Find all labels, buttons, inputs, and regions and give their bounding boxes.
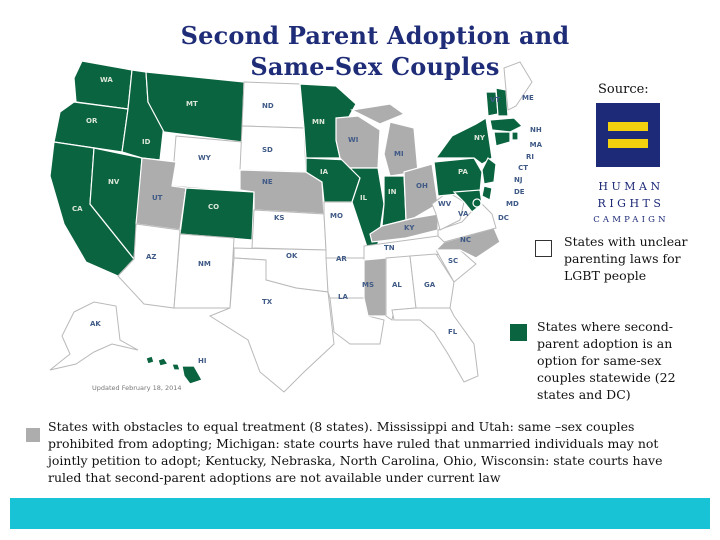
label-ny: NY — [474, 134, 485, 142]
state-ks — [252, 210, 326, 250]
label-il: IL — [360, 194, 368, 202]
label-nj: NJ — [514, 176, 523, 184]
footer-accent-bar — [10, 498, 710, 529]
label-mt: MT — [186, 100, 198, 108]
state-ar — [326, 258, 368, 298]
state-ak — [50, 302, 138, 370]
state-hi-4 — [182, 366, 202, 384]
label-ut: UT — [152, 194, 163, 202]
label-va: VA — [458, 210, 469, 218]
hrc-word-human: HUMAN — [598, 180, 664, 193]
label-de: DE — [514, 188, 525, 196]
label-fl: FL — [448, 328, 458, 336]
label-ky: KY — [404, 224, 415, 232]
state-co — [180, 188, 254, 240]
hrc-word-rights: RIGHTS — [597, 197, 665, 210]
title-line-2: Same-Sex Couples — [250, 52, 500, 81]
hrc-word-campaign: CAMPAIGN — [593, 215, 669, 225]
state-in — [382, 176, 406, 226]
legend-label-white: States with unclear parenting laws for LGBT people — [564, 234, 688, 283]
label-nm: NM — [198, 260, 211, 268]
label-ia: IA — [320, 168, 329, 176]
state-ri — [512, 132, 518, 140]
updated-note: Updated February 18, 2014 — [92, 384, 182, 392]
state-de — [482, 186, 492, 200]
legend-label-gray: States with obstacles to equal treatment (8 states). Mississippi and Utah: same –sex couples prohibited from adopting; Michigan: state courts have ruled that unmarried individuals may not jointly petition to adopt; Kentucky, Nebraska, North Carolina, Ohio, Wisconsin: state courts have ruled that second-parent adoptions are not available under current law — [48, 419, 663, 485]
label-or: OR — [86, 117, 98, 125]
label-ca: CA — [72, 205, 83, 213]
label-ri: RI — [526, 153, 534, 161]
state-dc — [473, 199, 481, 207]
label-wy: WY — [198, 154, 211, 162]
title-line-1: Second Parent Adoption and — [180, 21, 570, 50]
state-hi-2 — [158, 358, 168, 366]
source-label: Source: — [598, 82, 649, 97]
label-tn: TN — [384, 244, 395, 252]
label-ga: GA — [424, 281, 436, 289]
legend-label-green: States where second-parent adoption is an option for same-sex couples statewide (22 states and DC) — [537, 319, 676, 402]
legend-swatch-gray — [26, 428, 40, 442]
label-ma: MA — [529, 141, 542, 149]
state-mi — [384, 122, 418, 176]
legend-swatch-green — [510, 324, 527, 341]
label-ms: MS — [362, 281, 375, 289]
logo-top-bar — [608, 122, 648, 131]
label-id: ID — [142, 138, 151, 146]
label-mo: MO — [330, 212, 343, 220]
label-la: LA — [338, 293, 348, 301]
label-ok: OK — [286, 252, 298, 260]
state-hi-1 — [146, 356, 154, 364]
state-fl — [392, 308, 478, 382]
label-wi: WI — [348, 136, 359, 144]
label-me: ME — [522, 94, 534, 102]
label-nc: NC — [460, 236, 471, 244]
label-ne: NE — [262, 178, 273, 186]
hrc-wordmark — [592, 178, 670, 229]
us-map — [34, 54, 544, 404]
logo-bottom-bar — [608, 139, 648, 148]
label-nv: NV — [108, 178, 120, 186]
state-wy — [172, 136, 242, 192]
label-ct: CT — [518, 164, 528, 172]
label-vt: VT — [490, 96, 501, 104]
state-ma — [490, 118, 522, 132]
state-hi-3 — [172, 364, 180, 370]
label-mi: MI — [394, 150, 404, 158]
state-ct — [494, 132, 510, 146]
label-ks: KS — [274, 214, 285, 222]
label-ar: AR — [336, 255, 347, 263]
legend-swatch-white — [535, 240, 552, 257]
label-al: AL — [392, 281, 402, 289]
label-nd: ND — [262, 102, 274, 110]
state-sd — [240, 126, 306, 172]
label-nh: NH — [530, 126, 542, 134]
label-mn: MN — [312, 118, 325, 126]
label-tx: TX — [262, 298, 273, 306]
label-co: CO — [208, 203, 220, 211]
label-sc: SC — [448, 257, 459, 265]
label-md: MD — [506, 200, 519, 208]
label-sd: SD — [262, 146, 273, 154]
state-oh — [404, 164, 438, 220]
label-oh: OH — [416, 182, 428, 190]
hrc-equal-sign-logo — [596, 103, 660, 167]
state-me — [504, 62, 532, 110]
label-hi: HI — [198, 357, 207, 365]
label-az: AZ — [146, 253, 157, 261]
label-wv: WV — [438, 200, 452, 208]
state-wa — [74, 61, 132, 109]
label-pa: PA — [458, 168, 468, 176]
label-dc: DC — [498, 214, 509, 222]
label-in: IN — [388, 188, 397, 196]
label-ak: AK — [90, 320, 101, 328]
label-wa: WA — [100, 76, 113, 84]
state-nm — [174, 234, 234, 308]
